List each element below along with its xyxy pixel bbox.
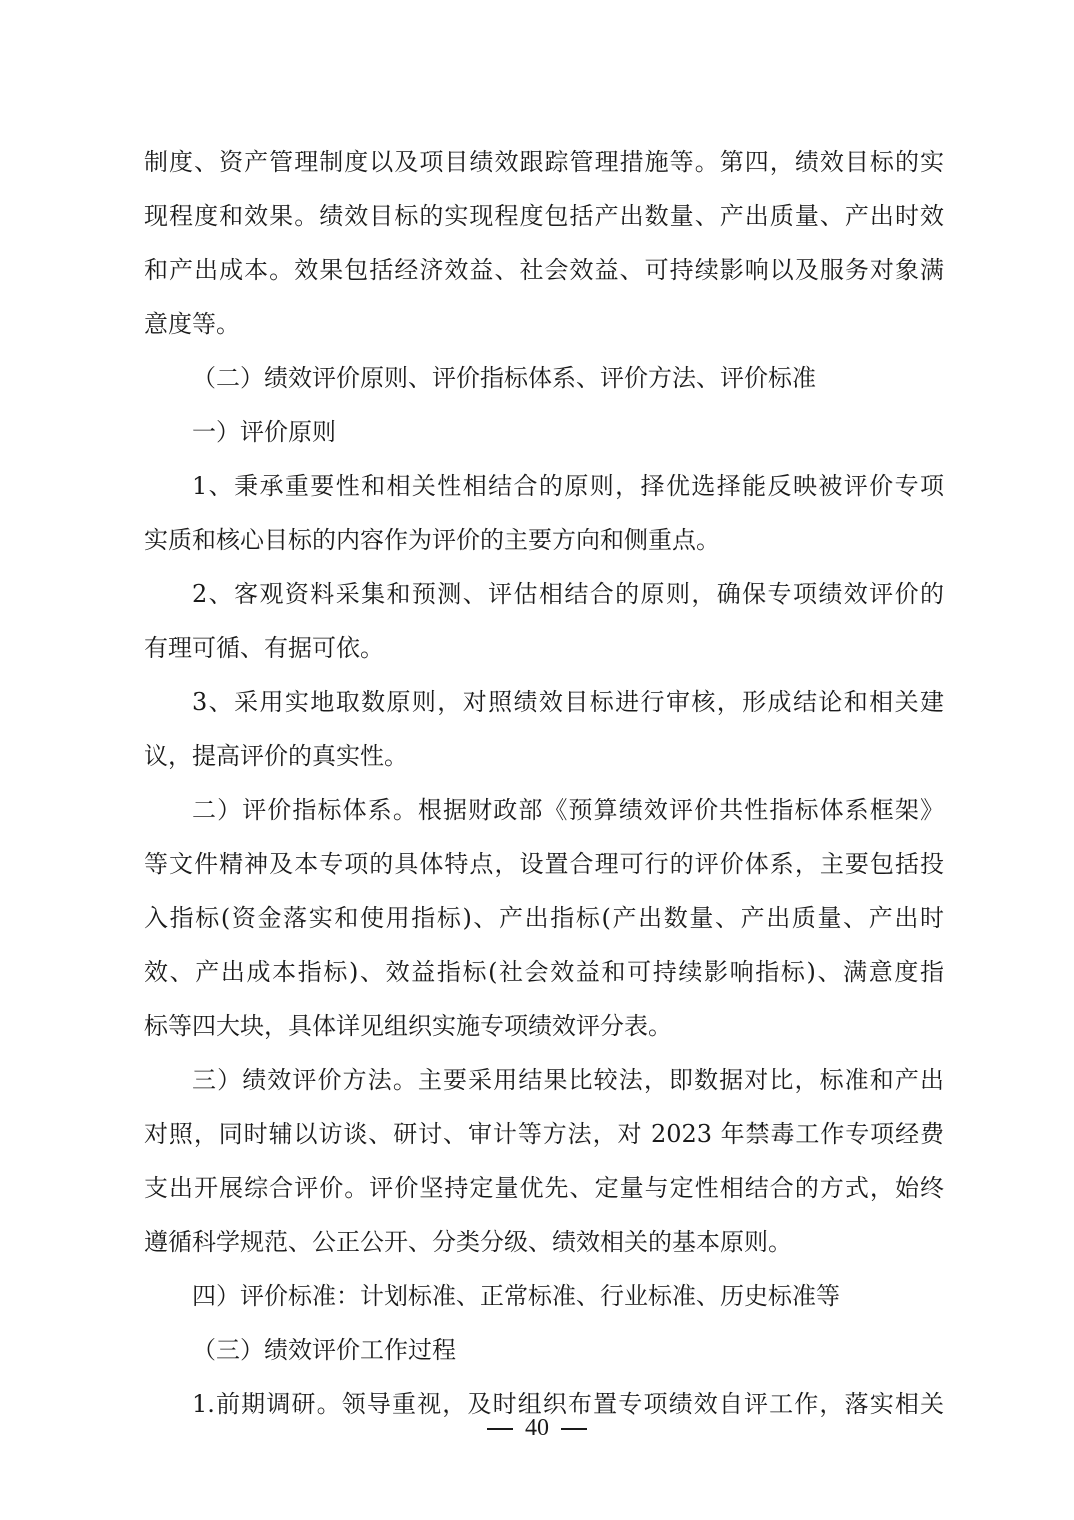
body-text [144, 135, 944, 1431]
page-number: 40 [525, 1415, 549, 1441]
paragraph-line: 意度等。 [144, 310, 240, 338]
paragraph-line: 三）绩效评价方法。主要采用结果比较法，即数据对比，标准和产出 [192, 1066, 944, 1094]
paragraph-line: 实质和核心目标的内容作为评价的主要方向和侧重点。 [144, 526, 720, 554]
paragraph-line: 3、采用实地取数原则，对照绩效目标进行审核，形成结论和相关建 [192, 688, 944, 716]
left-dash [487, 1428, 513, 1430]
paragraph-line: 1.前期调研。领导重视，及时组织布置专项绩效自评工作，落实相关 [192, 1390, 944, 1418]
paragraph-line: 1、秉承重要性和相关性相结合的原则，择优选择能反映被评价专项 [192, 472, 944, 500]
paragraph-line: 2、客观资料采集和预测、评估相结合的原则，确保专项绩效评价的 [192, 580, 944, 608]
subsection-heading: 一）评价原则 [192, 418, 336, 446]
paragraph-line: 支出开展综合评价。评价坚持定量优先、定量与定性相结合的方式，始终 [144, 1174, 944, 1202]
section-heading: （三）绩效评价工作过程 [192, 1336, 456, 1364]
paragraph-line: 遵循科学规范、公正公开、分类分级、绩效相关的基本原则。 [144, 1228, 792, 1256]
paragraph-line: 对照，同时辅以访谈、研讨、审计等方法，对 2023 年禁毒工作专项经费 [144, 1120, 944, 1148]
paragraph-line: 等文件精神及本专项的具体特点，设置合理可行的评价体系，主要包括投 [144, 850, 944, 878]
paragraph-line: 标等四大块，具体详见组织实施专项绩效评分表。 [144, 1012, 672, 1040]
page-footer [0, 1408, 1074, 1448]
paragraph-line: 二）评价指标体系。根据财政部《预算绩效评价共性指标体系框架》 [192, 796, 944, 824]
paragraph-line: 入指标(资金落实和使用指标)、产出指标(产出数量、产出质量、产出时 [144, 904, 944, 932]
subsection-heading: 四）评价标准：计划标准、正常标准、行业标准、历史标准等 [192, 1282, 840, 1310]
paragraph-line: 制度、资产管理制度以及项目绩效跟踪管理措施等。第四，绩效目标的实 [144, 148, 944, 176]
paragraph-line: 议，提高评价的真实性。 [144, 742, 408, 770]
section-heading: （二）绩效评价原则、评价指标体系、评价方法、评价标准 [192, 364, 816, 392]
paragraph-line: 有理可循、有据可依。 [144, 634, 384, 662]
paragraph-line: 和产出成本。效果包括经济效益、社会效益、可持续影响以及服务对象满 [144, 256, 944, 284]
paragraph-line: 效、产出成本指标)、效益指标(社会效益和可持续影响指标)、满意度指 [144, 958, 944, 986]
right-dash [561, 1428, 587, 1430]
paragraph-line: 现程度和效果。绩效目标的实现程度包括产出数量、产出质量、产出时效 [144, 202, 944, 230]
